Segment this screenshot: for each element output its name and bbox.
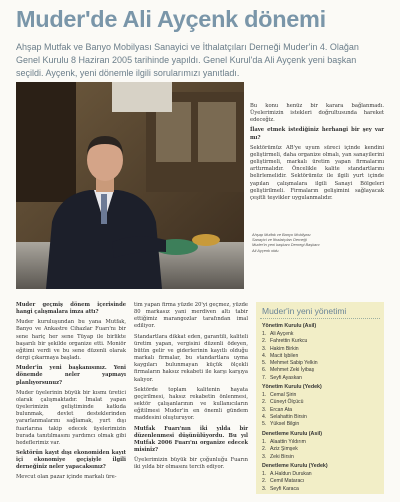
paragraph: Mevcut olan pazar içinde markalı üre- [16, 474, 117, 481]
list-item: 1. Ali Ayçenk [262, 331, 294, 337]
list-item: 2. Cemil Mataracı [262, 478, 305, 485]
list-item: 6. Mehmet Zeki İyibaş [262, 367, 315, 374]
list-item: 4. Selahattin Birsin [262, 413, 307, 420]
left-column [16, 302, 126, 485]
question: İlave etmek istediğiniz herhangi bir şey var mı? [250, 127, 384, 141]
question: Muder'in yeni başkanısınız. Yeni dönemde neler yapmayı planlıyorsunuz? [16, 365, 126, 386]
question: Mutfak Fuarı'nın iki yılda bir düzenlenmesi düşünülüyordu. Bu yıl Mutfak 2006 Fuarı'nı organize edecek misiniz? [134, 425, 248, 453]
divider [260, 318, 380, 319]
list-item: 3. Hakim Birkin [262, 345, 299, 352]
member-list [262, 331, 318, 382]
list-item: 5. Yüksel Bilgin [262, 421, 300, 427]
member-list [262, 439, 306, 461]
article-lead: Ahşap Mutfak ve Banyo Mobilyası Sanayici ve İthalatçıları Derneği Muder'in 4. Olağan Genel Kurulu 8 Haziran 2005 tarihinde yapıldı. Genel Kurul'da Ali Ayçenk yeni başkan seçildi. Ayçenk, yeni dönemle ilgili sorularımızı yanıtladı. [16, 42, 359, 78]
paragraph: Sektörümüz AB'ye uyum süreci içinde kendini geliştirmeli, daha organize olmalı, yan sanayilerini geliştirmeli, markalı üretim yapan firmalarını arttırmalıdır. Öncelikle kalite standartlarını belirlemelidir. Sektörümüz ile ilgili yurt içinde yapılan çalışmalara ilgili Sanayi Bölgeleri geliştirilmeli. Firmaların gelişimini sağlayacak çeşitli teşvikler uygulanmalıdır. [250, 144, 384, 201]
sidebar-title: Muder'in yeni yönetimi [262, 306, 347, 316]
list-item: 7. Seyfi Ayaskan [262, 374, 302, 381]
middle-column [134, 302, 248, 474]
list-item: 3. Seyfi Karaca [262, 485, 299, 492]
list-item: 2. Aziz Şimşek [262, 446, 298, 453]
section-heading: Yönetim Kurulu (Yedek) [262, 384, 322, 390]
member-list [262, 471, 312, 493]
list-item: 5. Mehmet Sabip Yelkin [262, 360, 318, 366]
paragraph: Standartlara dikkat eden, garantili, kaliteli üretim yapan, vergisini düzenli ödeyen, bütün gelir ve giderlerinin kayıtlı olduğu markalı firmalar, bu standartlara uyma kaygıları bulunmayan küçük ölçekli firmaların haksız rekabeti ile karşı karşıya kalıyor. [134, 333, 248, 383]
paragraph: Sektörde toplam kalitenin hayata geçirilmesi, haksız rekabetin önlenmesi, sektör çalışanlarının ve kullanıcıların eğitilmesi Muder'in en önemli gündem maddesini oluşturuyor. [134, 386, 248, 422]
section-heading: Denetleme Kurulu (Asil) [262, 431, 323, 437]
member-list [262, 392, 307, 428]
paragraph: tim yapan firma yüzde 20'yi geçmez, yüzde 80 markasız yani merdiven altı tabir ettiğimiz marangozlar tarafından imal ediliyor. [134, 302, 248, 330]
list-item: 1. Alaattin Yıldırım [262, 439, 306, 445]
article-title: Muder'de Ali Ayçenk dönemi [16, 6, 326, 32]
question: Muder geçmiş dönem içerisinde hangi çalışmalara imza attı? [16, 302, 126, 316]
paragraph: Bu konu henüz bir karara bağlanmadı. Üyelerimizin istekleri doğrultusunda hareket edeceğiz. [250, 103, 384, 124]
portrait-photo [16, 82, 244, 289]
paragraph: Muder kuruluşundan bu yana Mutfak, Banyo ve Ankastre Cihazlar Fuarı'nı bir sene hariç her sene Tüyap ile birlikte başarılı bir şekilde organize etti. Moniör eğitimi verdi ve bu sene düzenli olarak dergi çıkarmaya başladı. [16, 319, 126, 362]
section-heading: Denetleme Kurulu (Yedek) [262, 463, 328, 469]
list-item: 4. Macit Işbilen [262, 352, 299, 359]
photo-caption: Ahşap Mutfak ve Banyo Mobilyası Sanayici ve İthalatçıları Derneği Muder'in yeni başkanı Dernegi Başkanı Ali Ayçenk oldu. [252, 232, 320, 253]
management-sidebar [256, 302, 384, 494]
list-item: 1. A.Haldun Durukan [262, 471, 312, 477]
list-item: 1. Cemal Şirin [262, 392, 297, 398]
paragraph: Muder üyelerinin büyük bir kısmı üretici olarak çalışmaktadır. İmalat yapan üyelerimizin geliştiminde katkıda bulunmak, devlet desteklerinden yararlanmalarını sağlamak, yurt dışı fuarlarına takip edecek üyelerimizin burada tanıtılmasını yardımcı olmak gibi hedeflerimiz var. [16, 389, 126, 446]
right-column [250, 103, 384, 205]
list-item: 2. Cüneyt Ölçücü [262, 399, 304, 406]
list-item: 3. Ercan Ata [262, 406, 293, 413]
list-item: 2. Fahrettin Kurkcu [262, 338, 308, 345]
list-item: 3. Zeki Birsin [262, 453, 294, 460]
section-heading: Yönetim Kurulu (Asil) [262, 323, 317, 329]
paragraph: Üyelerimizin büyük bir çoğunluğu Fuarın iki yılda bir olmasını tercih ediyor. [134, 457, 248, 471]
question: Sektörün kayıt dışı ekonomiden kayıt içi ekonomiye geçişiyle ilgili derneğiniz neler yapacaksınız? [16, 449, 126, 471]
